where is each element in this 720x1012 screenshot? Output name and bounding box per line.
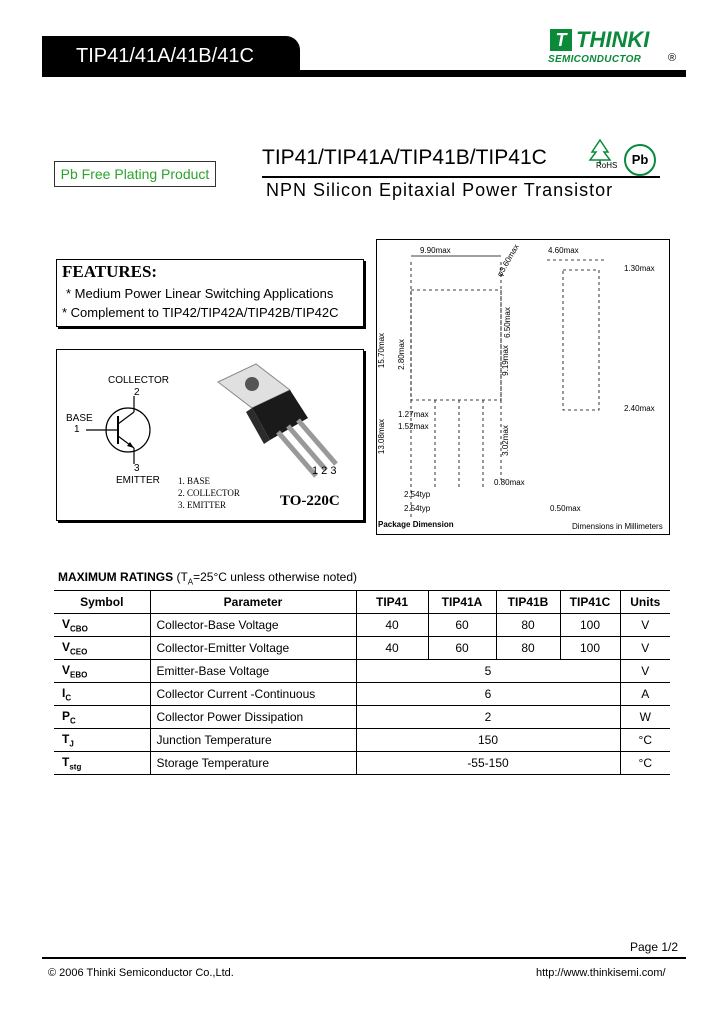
dim-label: 15.70max <box>377 332 387 369</box>
dim-label: 2.54typ <box>404 504 431 513</box>
table-row <box>54 614 670 637</box>
table-row <box>54 729 670 752</box>
title-rule <box>262 176 660 178</box>
symbol: V <box>62 616 71 631</box>
unit-cell: V <box>620 660 670 683</box>
header-cell: Symbol <box>54 591 150 614</box>
product-subtitle: NPN Silicon Epitaxial Power Transistor <box>266 180 614 200</box>
legend-item: 1. BASE <box>178 476 211 486</box>
feature-item: * Medium Power Linear Switching Applications <box>66 286 334 301</box>
base-label: BASE <box>66 413 93 424</box>
ratings-title-rest: (T <box>173 570 188 584</box>
symbol-cell <box>54 729 150 752</box>
emitter-pin: 3 <box>134 463 140 474</box>
value-cell: 60 <box>428 637 496 660</box>
ratings-title-end: =25°C unless otherwise noted) <box>193 570 358 584</box>
value-cell-all: 150 <box>356 729 620 752</box>
param-cell: Junction Temperature <box>150 729 356 752</box>
symbol: T <box>62 731 70 746</box>
param-cell: Storage Temperature <box>150 752 356 775</box>
unit-cell: °C <box>620 729 670 752</box>
symbol-cell <box>54 614 150 637</box>
table-row <box>54 752 670 775</box>
symbol-sub: C <box>70 716 76 726</box>
symbol-cell <box>54 752 150 775</box>
emitter-label: EMITTER <box>116 475 160 486</box>
param-cell: Collector-Emitter Voltage <box>150 637 356 660</box>
unit-cell: V <box>620 614 670 637</box>
product-title: TIP41/TIP41A/TIP41B/TIP41C <box>262 146 547 169</box>
symbol: P <box>62 708 71 723</box>
symbol-cell <box>54 637 150 660</box>
header-cell: Units <box>620 591 670 614</box>
param-cell: Collector Power Dissipation <box>150 706 356 729</box>
symbol-sub: stg <box>69 762 82 772</box>
unit-cell: W <box>620 706 670 729</box>
dim-label: 1.27max <box>398 410 429 419</box>
package-name: TO-220C <box>280 493 340 509</box>
symbol-cell <box>54 706 150 729</box>
ratings-title-sub: A <box>187 577 194 587</box>
feature-item: * Complement to TIP42/TIP42A/TIP42B/TIP42C <box>62 305 339 320</box>
table-header-row <box>54 591 670 614</box>
param-cell: Collector-Base Voltage <box>150 614 356 637</box>
dim-label: 0.80max <box>494 478 525 487</box>
dim-label: 4.60max <box>548 246 579 255</box>
pb-free-badge: Pb Free Plating Product <box>54 161 216 187</box>
symbol-sub: CBO <box>70 624 88 634</box>
dim-label: 0.50max <box>550 504 581 513</box>
copyright: © 2006 Thinki Semiconductor Co.,Ltd. <box>48 967 234 979</box>
symbol: T <box>62 754 70 769</box>
dim-label: 1.30max <box>624 264 655 273</box>
logo-mark: T <box>550 29 572 51</box>
units-caption: Dimensions in Millimeters <box>572 522 663 531</box>
base-pin: 1 <box>74 424 80 435</box>
ratings-title-bold: MAXIMUM RATINGS <box>58 570 174 584</box>
dim-label: 1.52max <box>398 422 429 431</box>
symbol-sub: EBO <box>70 670 88 680</box>
ratings-title <box>58 570 357 586</box>
value-cell: 80 <box>496 614 560 637</box>
npn-transistor-symbol <box>86 396 162 466</box>
dim-label: 3.02max <box>500 425 510 456</box>
dim-label: 2.40max <box>624 404 655 413</box>
collector-label: COLLECTOR <box>108 375 169 386</box>
value-cell-all: 2 <box>356 706 620 729</box>
dim-label: 2.80max <box>396 339 406 370</box>
dim-label: φ3.60max <box>495 242 521 279</box>
header-cell: TIP41A <box>428 591 496 614</box>
ratings-table <box>54 590 670 775</box>
dimension-caption: Package Dimension <box>378 520 454 529</box>
symbol: V <box>62 639 71 654</box>
registered-mark: ® <box>668 52 677 64</box>
value-cell: 40 <box>356 637 428 660</box>
symbol: V <box>62 662 71 677</box>
features-heading: FEATURES: <box>62 262 158 281</box>
symbol-cell <box>54 683 150 706</box>
table-row <box>54 660 670 683</box>
header-cell: TIP41 <box>356 591 428 614</box>
value-cell: 100 <box>560 637 620 660</box>
symbol: I <box>62 685 66 700</box>
symbol-cell <box>54 660 150 683</box>
unit-cell: A <box>620 683 670 706</box>
value-cell: 80 <box>496 637 560 660</box>
value-cell-all: -55-150 <box>356 752 620 775</box>
unit-cell: °C <box>620 752 670 775</box>
legend-item: 3. EMITTER <box>178 500 226 510</box>
dim-label: 6.50max <box>502 307 512 338</box>
dim-label: 2.54typ <box>404 490 431 499</box>
website-link[interactable]: http://www.thinkisemi.com/ <box>536 967 666 979</box>
table-row <box>54 706 670 729</box>
header-title: TIP41/41A/41B/41C <box>76 45 254 67</box>
table-row <box>54 637 670 660</box>
dim-label: 9.90max <box>420 246 451 255</box>
logo-subtitle: SEMICONDUCTOR <box>548 54 642 65</box>
header-rule <box>42 70 686 77</box>
value-cell: 40 <box>356 614 428 637</box>
rohs-label: RoHS <box>596 161 618 170</box>
table-row <box>54 683 670 706</box>
symbol-sub: C <box>65 693 72 703</box>
unit-cell: V <box>620 637 670 660</box>
param-cell: Emitter-Base Voltage <box>150 660 356 683</box>
value-cell-all: 5 <box>356 660 620 683</box>
pb-free-icon: Pb <box>624 144 656 176</box>
header-cell: Parameter <box>150 591 356 614</box>
logo-name: THINKI <box>576 27 650 52</box>
dim-label: 9.19max <box>500 345 510 376</box>
header-cell: TIP41B <box>496 591 560 614</box>
value-cell: 60 <box>428 614 496 637</box>
value-cell: 100 <box>560 614 620 637</box>
legend-item: 2. COLLECTOR <box>178 488 240 498</box>
package-pin-numbers: 1 2 3 <box>312 465 337 477</box>
collector-pin: 2 <box>134 387 140 398</box>
footer-rule <box>42 957 686 959</box>
dim-label: 13.08max <box>377 418 387 455</box>
page-number: Page 1/2 <box>630 940 679 954</box>
symbol-sub: J <box>69 739 74 749</box>
header-cell: TIP41C <box>560 591 620 614</box>
value-cell-all: 6 <box>356 683 620 706</box>
symbol-sub: CEO <box>70 647 88 657</box>
param-cell: Collector Current -Continuous <box>150 683 356 706</box>
